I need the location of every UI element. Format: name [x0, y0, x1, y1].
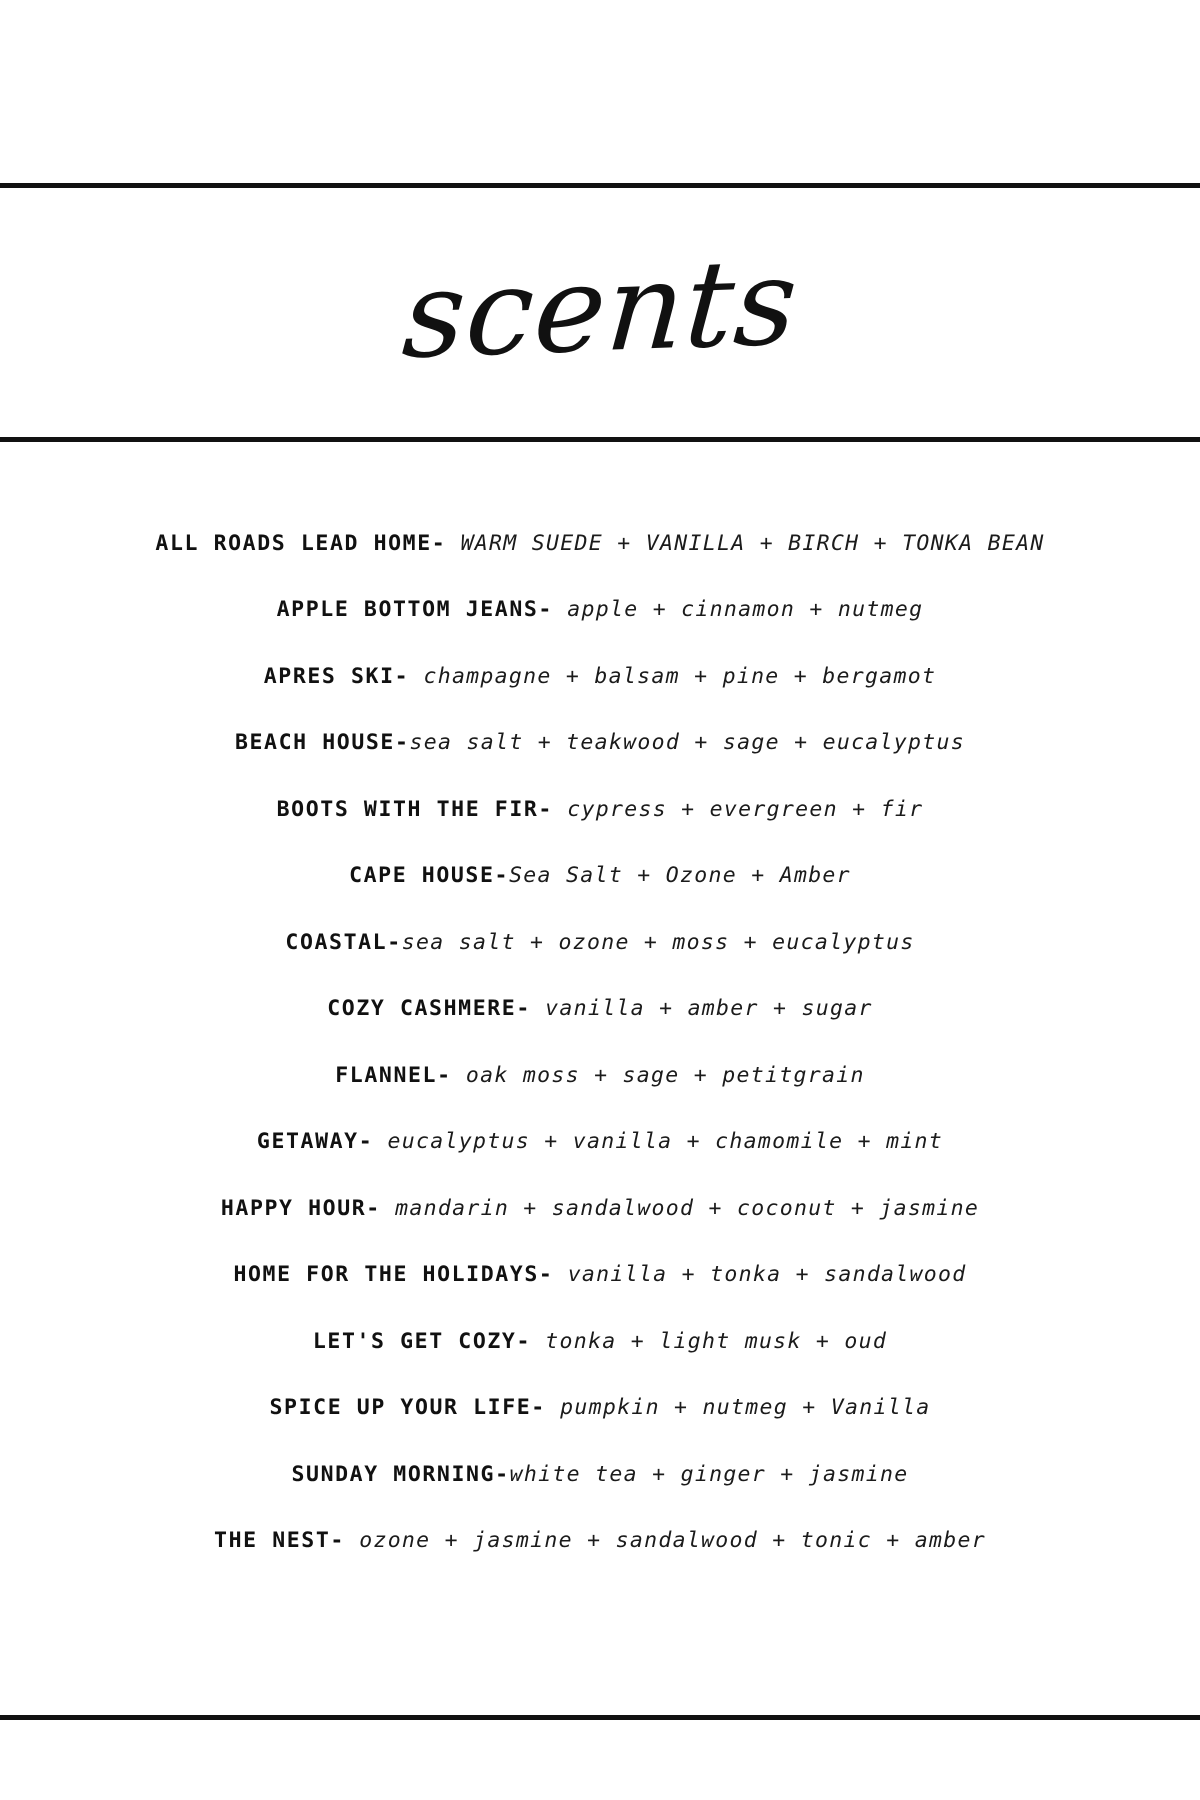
scent-list	[0, 510, 1200, 1574]
list-item	[0, 976, 1200, 1043]
list-item	[0, 776, 1200, 843]
scent-name: CAPE HOUSE-	[349, 863, 510, 889]
scent-separator	[553, 797, 567, 822]
scent-notes: apple + cinnamon + nutmeg	[567, 597, 924, 623]
scent-name: LET'S GET COZY-	[312, 1328, 532, 1354]
scent-name: APPLE BOTTOM JEANS-	[276, 597, 553, 623]
title-band	[0, 188, 1200, 437]
list-item	[0, 1375, 1200, 1442]
scent-separator	[553, 597, 567, 622]
list-item	[0, 1109, 1200, 1176]
scent-separator	[553, 1262, 567, 1287]
scent-separator	[452, 1063, 466, 1088]
scent-name: COASTAL-	[285, 929, 402, 955]
list-item	[0, 1175, 1200, 1242]
list-item	[0, 843, 1200, 910]
scent-notes: oak moss + sage + petitgrain	[465, 1062, 865, 1088]
list-item	[0, 1042, 1200, 1109]
scent-notes: vanilla + amber + sugar	[545, 996, 873, 1022]
list-item	[0, 510, 1200, 577]
list-item	[0, 643, 1200, 710]
scent-name: THE NEST-	[214, 1528, 345, 1554]
scent-notes: pumpkin + nutmeg + Vanilla	[560, 1395, 931, 1421]
scent-notes: champagne + balsam + pine + bergamot	[423, 663, 937, 689]
scent-separator	[446, 531, 460, 556]
scent-separator	[531, 1329, 545, 1354]
scent-separator	[381, 1196, 395, 1221]
page-title: scents	[398, 232, 802, 386]
scent-separator	[531, 996, 545, 1021]
scent-name: SPICE UP YOUR LIFE-	[269, 1395, 546, 1421]
scent-name: FLANNEL-	[335, 1062, 452, 1088]
scent-name: HAPPY HOUR-	[220, 1195, 381, 1221]
scent-notes: white tea + ginger + jasmine	[509, 1461, 909, 1487]
scent-notes: sea salt + ozone + moss + eucalyptus	[401, 929, 915, 955]
scent-name: ALL ROADS LEAD HOME-	[155, 530, 447, 556]
scent-name: APRES SKI-	[263, 663, 410, 689]
scent-name: HOME FOR THE HOLIDAYS-	[233, 1262, 554, 1288]
list-item	[0, 710, 1200, 777]
scent-separator	[409, 664, 423, 689]
list-item	[0, 1308, 1200, 1375]
scent-notes: Sea Salt + Ozone + Amber	[509, 863, 851, 889]
bottom-divider	[0, 1715, 1200, 1720]
scent-notes: WARM SUEDE + VANILLA + BIRCH + TONKA BEAN	[460, 530, 1045, 556]
scent-notes: tonka + light musk + oud	[545, 1328, 888, 1354]
scent-separator	[546, 1395, 560, 1420]
list-item	[0, 577, 1200, 644]
scent-name: SUNDAY MORNING-	[291, 1461, 510, 1487]
list-item	[0, 1441, 1200, 1508]
scent-separator	[373, 1129, 387, 1154]
scent-notes: sea salt + teakwood + sage + eucalyptus	[409, 730, 966, 756]
list-item	[0, 1242, 1200, 1309]
scent-notes: vanilla + tonka + sandalwood	[567, 1262, 967, 1288]
mid-divider	[0, 437, 1200, 442]
scent-separator	[345, 1528, 359, 1553]
scent-notes: mandarin + sandalwood + coconut + jasmine	[395, 1195, 980, 1221]
scent-notes: eucalyptus + vanilla + chamomile + mint	[387, 1129, 944, 1155]
scent-name: COZY CASHMERE-	[327, 996, 531, 1022]
scent-notes: ozone + jasmine + sandalwood + tonic + amber	[359, 1528, 986, 1554]
scent-notes: cypress + evergreen + fir	[567, 796, 924, 822]
list-item	[0, 1508, 1200, 1575]
list-item	[0, 909, 1200, 976]
scent-name: BEACH HOUSE-	[234, 730, 410, 756]
scent-name: BOOTS WITH THE FIR-	[276, 796, 553, 822]
scent-name: GETAWAY-	[256, 1129, 374, 1155]
